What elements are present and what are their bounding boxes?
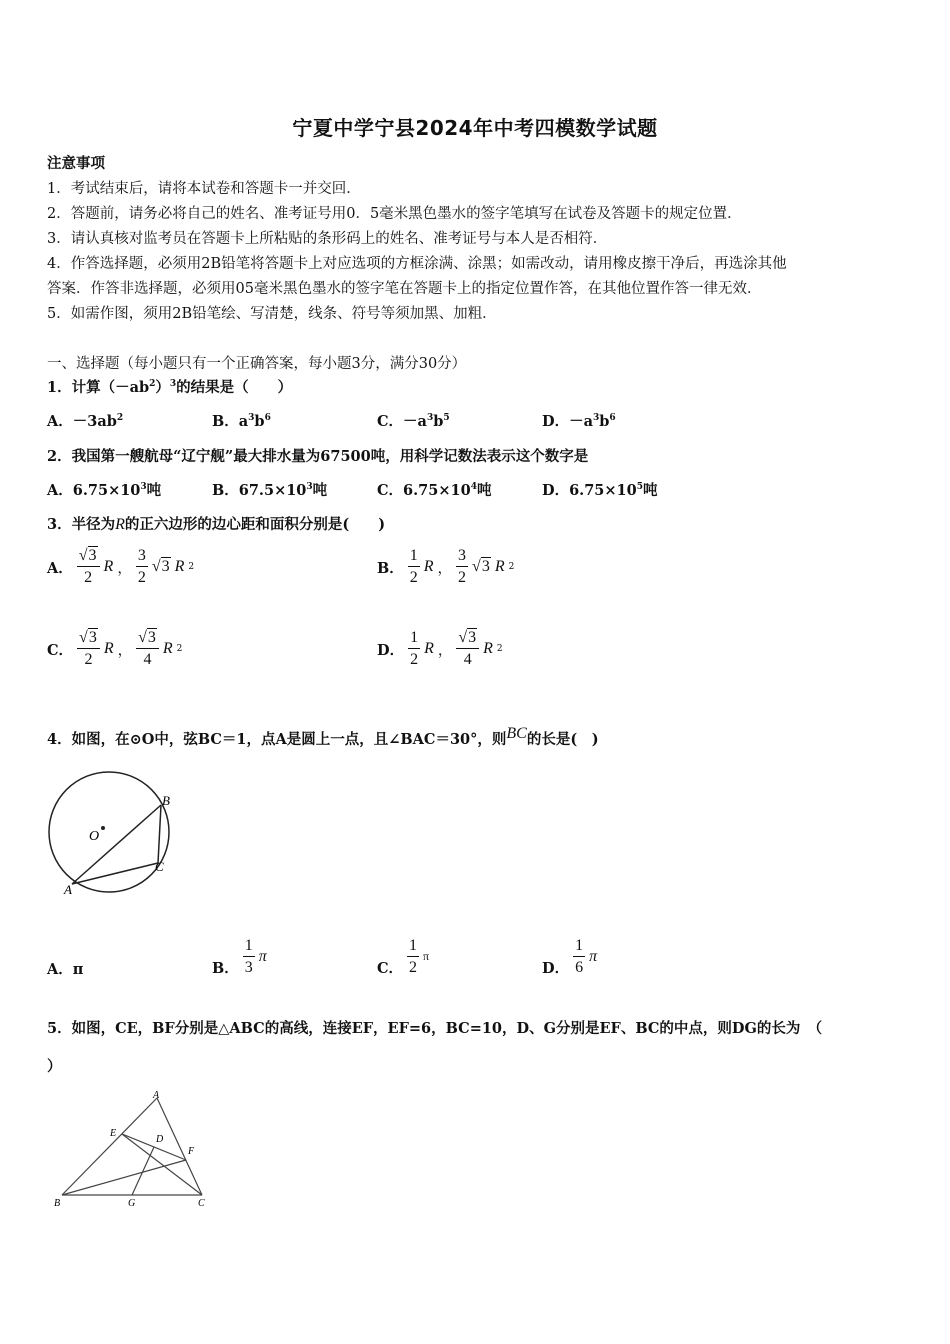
question-4-option-a[interactable]: A．π xyxy=(47,961,84,978)
question-4-option-b[interactable]: B． $\frac{1}{3}$ π xyxy=(212,936,267,977)
label-b: B xyxy=(54,1198,61,1209)
question-2-option-a[interactable]: A．$6.75\times 10^3$吨 xyxy=(47,482,162,499)
question-3-option-c[interactable]: C． $\frac{√3}{2}$ R ， $\frac{√3}{4}$ R 2 xyxy=(47,629,183,668)
question-4-option-d[interactable]: D． $\frac{1}{6}$ π xyxy=(542,936,598,977)
center-point xyxy=(101,826,105,830)
question-1-stem: 1．计算$(-ab^2)^3$的结果是（ ） xyxy=(47,379,293,396)
circle-o xyxy=(49,772,169,892)
segment-bf xyxy=(62,1160,186,1195)
side-ac xyxy=(157,1098,202,1195)
label-f: F xyxy=(188,1146,195,1157)
circle-figure xyxy=(42,768,182,898)
question-2-option-c[interactable]: C．$6.75\times 10^4$吨 xyxy=(377,482,492,499)
segment-ab xyxy=(72,805,161,884)
label-d: D xyxy=(156,1134,164,1145)
notice-item-2: 2．答题前，请务必将自己的姓名、准考证号用0．5毫米黑色墨水的签字笔填写在试卷及答题卡的规定位置． xyxy=(47,206,742,222)
question-2-stem: 2．我国第一艘航母“辽宁舰”最大排水量为67500吨，用科学记数法表示这个数字是 xyxy=(47,448,589,465)
question-5-stem: 5．如图，CE，BF分别是△ABC的高线，连接EF，EF=6，BC=10，D、G分别是EF、BC的中点，则DG的长为 （ xyxy=(47,1020,823,1037)
question-4-stem: 4．如图，在⊙O中，弦BC＝1，点A是圆上一点，且∠BAC＝30°，则BC的长是( ) xyxy=(47,725,599,748)
notice-heading: 注意事项 xyxy=(47,155,105,172)
question-3-option-d[interactable]: D． $\frac{1}{2}$ R ， $\frac{√3}{4}$ R 2 xyxy=(377,629,503,668)
arc-bc-symbol: BC xyxy=(506,725,527,742)
question-1-option-d[interactable]: D．$-a^3b^6$ xyxy=(542,413,616,430)
label-c: C xyxy=(155,859,164,874)
question-3-option-a[interactable]: A． $\frac{√3}{2}$ R ， $\frac{3}{2}$ √3 R 2 xyxy=(47,547,195,586)
label-a: A xyxy=(64,882,72,897)
label-b: B xyxy=(162,793,170,808)
question-4-option-c[interactable]: C． $\frac{1}{2}$ π xyxy=(377,936,430,977)
question-3-option-b[interactable]: B． $\frac{1}{2}$ R ， $\frac{3}{2}$ √3 R 2 xyxy=(377,547,515,586)
question-2-option-d[interactable]: D．$6.75\times 10^5$吨 xyxy=(542,482,658,499)
question-1-option-c[interactable]: C．$-a^3b^5$ xyxy=(377,413,450,430)
label-o: O xyxy=(89,829,100,844)
label-g: G xyxy=(128,1198,136,1209)
notice-item-3: 3．请认真核对监考员在答题卡上所粘贴的条形码上的姓名、准考证号与本人是否相符． xyxy=(47,231,608,247)
label-c: C xyxy=(198,1198,205,1209)
notice-item-4-cont: 答案．作答非选择题，必须用05毫米黑色墨水的签字笔在答题卡上的指定位置作答，在其他位置作答一律无效． xyxy=(47,281,762,297)
page-title: 宁夏中学宁县2024年中考四模数学试题 xyxy=(292,116,658,140)
notice-item-1: 1．考试结束后，请将本试卷和答题卡一并交回． xyxy=(47,181,361,197)
section-heading: 一、选择题（每小题只有一个正确答案，每小题3分，满分30分） xyxy=(47,356,467,372)
question-1-option-a[interactable]: A．$-3ab^2$ xyxy=(47,413,124,430)
question-3-stem: 3．半径为R的正六边形的边心距和面积分别是( ) xyxy=(47,516,386,533)
segment-bc xyxy=(158,805,161,863)
question-5-stem-end: ） xyxy=(47,1058,62,1075)
notice-item-4: 4．作答选择题，必须用2B铅笔将答题卡上对应选项的方框涂满、涂黑；如需改动，请用橡皮擦干净后，再选涂其他 xyxy=(47,256,787,272)
question-2-option-b[interactable]: B．$67.5\times 10^3$吨 xyxy=(212,482,328,499)
notice-item-5: 5．如需作图，须用2B铅笔绘、写清楚，线条、符号等须加黑、加粗． xyxy=(47,306,497,322)
side-ab xyxy=(62,1098,157,1195)
label-a: A xyxy=(153,1090,160,1101)
question-1-option-b[interactable]: B．$a^3b^6$ xyxy=(212,413,271,430)
segment-dg xyxy=(132,1147,154,1195)
label-e: E xyxy=(110,1128,117,1139)
triangle-figure xyxy=(50,1088,220,1213)
